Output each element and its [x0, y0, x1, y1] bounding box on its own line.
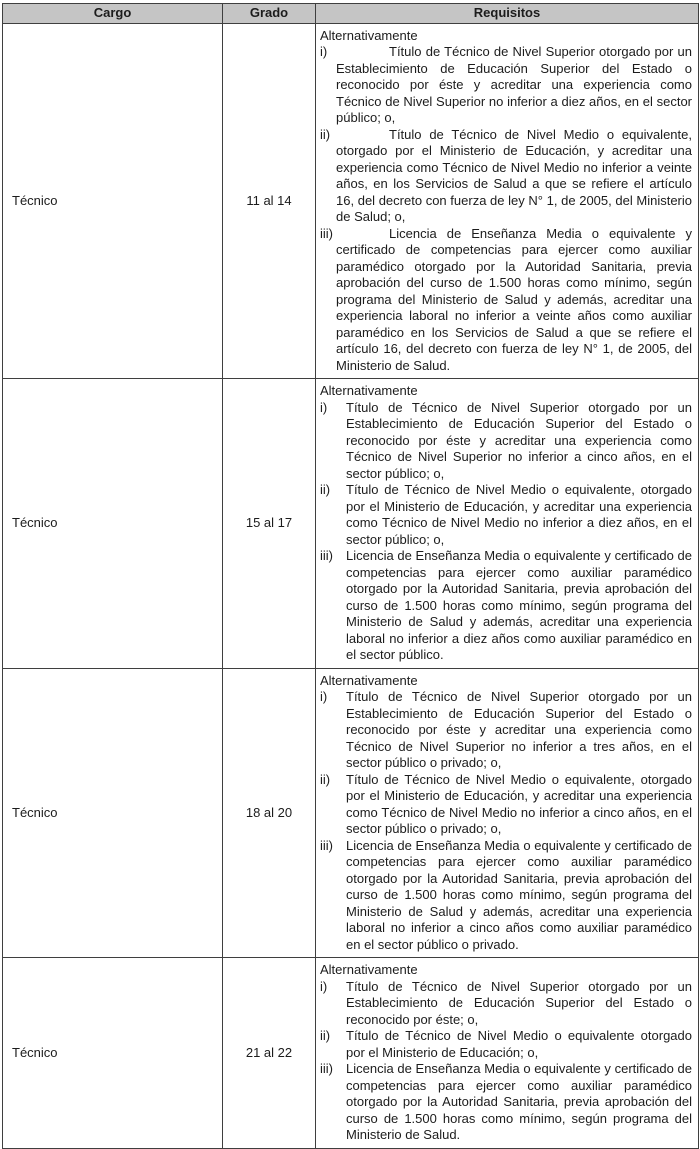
- item-text: Título de Técnico de Nivel Superior otorgado por un Establecimiento de Educación Superior del Estado o reconocido por éste y acreditar una experiencia como Técnico de Nivel Superior no inferior a tres años, en el sector público o privado; o,: [346, 689, 692, 770]
- item-marker: ii): [320, 1028, 331, 1043]
- cargo-cell: Técnico: [3, 958, 223, 1149]
- requisitos-cell: [316, 958, 699, 1149]
- grado-cell: 18 al 20: [223, 668, 316, 958]
- table-row: [3, 23, 699, 379]
- requirement-item: [320, 1028, 692, 1061]
- item-text: Título de Técnico de Nivel Superior otorgado por un Establecimiento de Educación Superior del Estado o reconocido por éste; o,: [346, 978, 692, 1027]
- item-marker: i): [320, 978, 328, 994]
- cargo-cell: Técnico: [3, 379, 223, 669]
- table-row: [3, 668, 699, 958]
- header-row: [3, 4, 699, 24]
- grado-cell: 15 al 17: [223, 379, 316, 669]
- requirement-item: [320, 1061, 692, 1144]
- requirement-item: [320, 400, 692, 483]
- item-text: Título de Técnico de Nivel Medio o equivalente, otorgado por el Ministerio de Educación, y acreditar una experiencia como Técnico de Nivel Medio no inferior a diez años, en el sector público; o,: [346, 482, 692, 547]
- requisitos-intro: Alternativamente: [320, 27, 418, 43]
- item-text: Título de Técnico de Nivel Medio o equivalente otorgado por el Ministerio de Educación; o,: [346, 1028, 692, 1060]
- requirement-item: [320, 44, 692, 127]
- cargo-cell: Técnico: [3, 668, 223, 958]
- requisitos-intro: Alternativamente: [320, 962, 418, 977]
- column-header-cargo: Cargo: [3, 4, 223, 24]
- grado-cell: 21 al 22: [223, 958, 316, 1149]
- item-text: Licencia de Enseñanza Media o equivalente y certificado de competencias para ejercer como auxiliar paramédico otorgado por la Autoridad Sanitaria, previa aprobación del curso de 1.500 horas como mínimo, según programa del Ministerio de Salud y además, acreditar una experiencia laboral no inferior a cinco años como auxiliar paramédico en el sector público o privado.: [346, 837, 692, 952]
- item-marker: i): [320, 399, 328, 415]
- requirement-item: [320, 979, 692, 1029]
- item-text: Título de Técnico de Nivel Superior otorgado por un Establecimiento de Educación Superior del Estado o reconocido por éste y acreditar una experiencia como Técnico de Nivel Superior no inferior a diez años, en el sector público; o,: [336, 44, 692, 125]
- requisitos-cell: [316, 668, 699, 958]
- item-marker: i): [320, 44, 328, 59]
- item-text: Licencia de Enseñanza Media o equivalente y certificado de competencias para ejercer como auxiliar paramédico otorgado por la Autoridad Sanitaria, previa aprobación del curso de 1.500 horas como mínimo, según programa del Ministerio de Salud y además, acreditar una experiencia laboral no inferior a diez años como auxiliar paramédico en el sector público.: [346, 548, 692, 662]
- item-marker: ii): [320, 482, 331, 497]
- requirement-item: [320, 548, 692, 664]
- requirement-item: [320, 689, 692, 772]
- item-text: Título de Técnico de Nivel Medio o equivalente, otorgado por el Ministerio de Educación, y acreditar una experiencia como Técnico de Nivel Medio no inferior a cinco años, en el sector público o privado; o,: [346, 771, 692, 836]
- item-marker: iii): [320, 225, 333, 241]
- table-row: [3, 379, 699, 669]
- requirement-item: [320, 772, 692, 838]
- column-header-grado: Grado: [223, 4, 316, 24]
- item-marker: ii): [320, 126, 331, 142]
- item-text: Título de Técnico de Nivel Superior otorgado por un Establecimiento de Educación Superior del Estado o reconocido por éste y acreditar una experiencia como Técnico de Nivel Superior no inferior a cinco años, en el sector público; o,: [346, 399, 692, 481]
- requirement-item: [320, 226, 692, 375]
- requisitos-cell: [316, 23, 699, 379]
- item-marker: i): [320, 689, 328, 704]
- requirement-item: [320, 127, 692, 226]
- item-text: Licencia de Enseñanza Media o equivalente y certificado de competencias para ejercer como auxiliar paramédico otorgado por la Autoridad Sanitaria, previa aprobación del curso de 1.500 horas como mínimo, según programa del Ministerio de Salud y además, acreditar una experiencia laboral no inferior a veinte años como auxiliar paramédico en los Servicios de Salud a que se refiere el artículo 16, del decreto con fuerza de ley N° 1, de 2005, del Ministerio de Salud.: [336, 225, 692, 373]
- item-marker: iii): [320, 1061, 333, 1076]
- requirement-item: [320, 838, 692, 954]
- item-text: Licencia de Enseñanza Media o equivalente y certificado de competencias para ejercer como auxiliar paramédico otorgado por la Autoridad Sanitaria, previa aprobación del curso de 1.500 horas como mínimo, según programa del Ministerio de Salud.: [346, 1061, 692, 1142]
- grado-cell: 11 al 14: [223, 23, 316, 379]
- requisitos-intro: Alternativamente: [320, 672, 418, 688]
- item-text: Título de Técnico de Nivel Medio o equivalente, otorgado por el Ministerio de Educación, y acreditar una experiencia como Técnico de Nivel Medio no inferior a veinte años, en los Servicios de Salud a que se refiere el artículo 16, del decreto con fuerza de ley N° 1, de 2005, del Ministerio de Salud; o,: [336, 126, 692, 224]
- item-marker: ii): [320, 771, 331, 787]
- table-row: [3, 958, 699, 1149]
- requirement-item: [320, 482, 692, 548]
- item-marker: iii): [320, 837, 333, 853]
- requisitos-intro: Alternativamente: [320, 383, 418, 398]
- requisitos-cell: [316, 379, 699, 669]
- cargo-cell: Técnico: [3, 23, 223, 379]
- item-marker: iii): [320, 548, 333, 563]
- positions-requirements-table: [2, 3, 699, 1149]
- column-header-requisitos: Requisitos: [316, 4, 699, 24]
